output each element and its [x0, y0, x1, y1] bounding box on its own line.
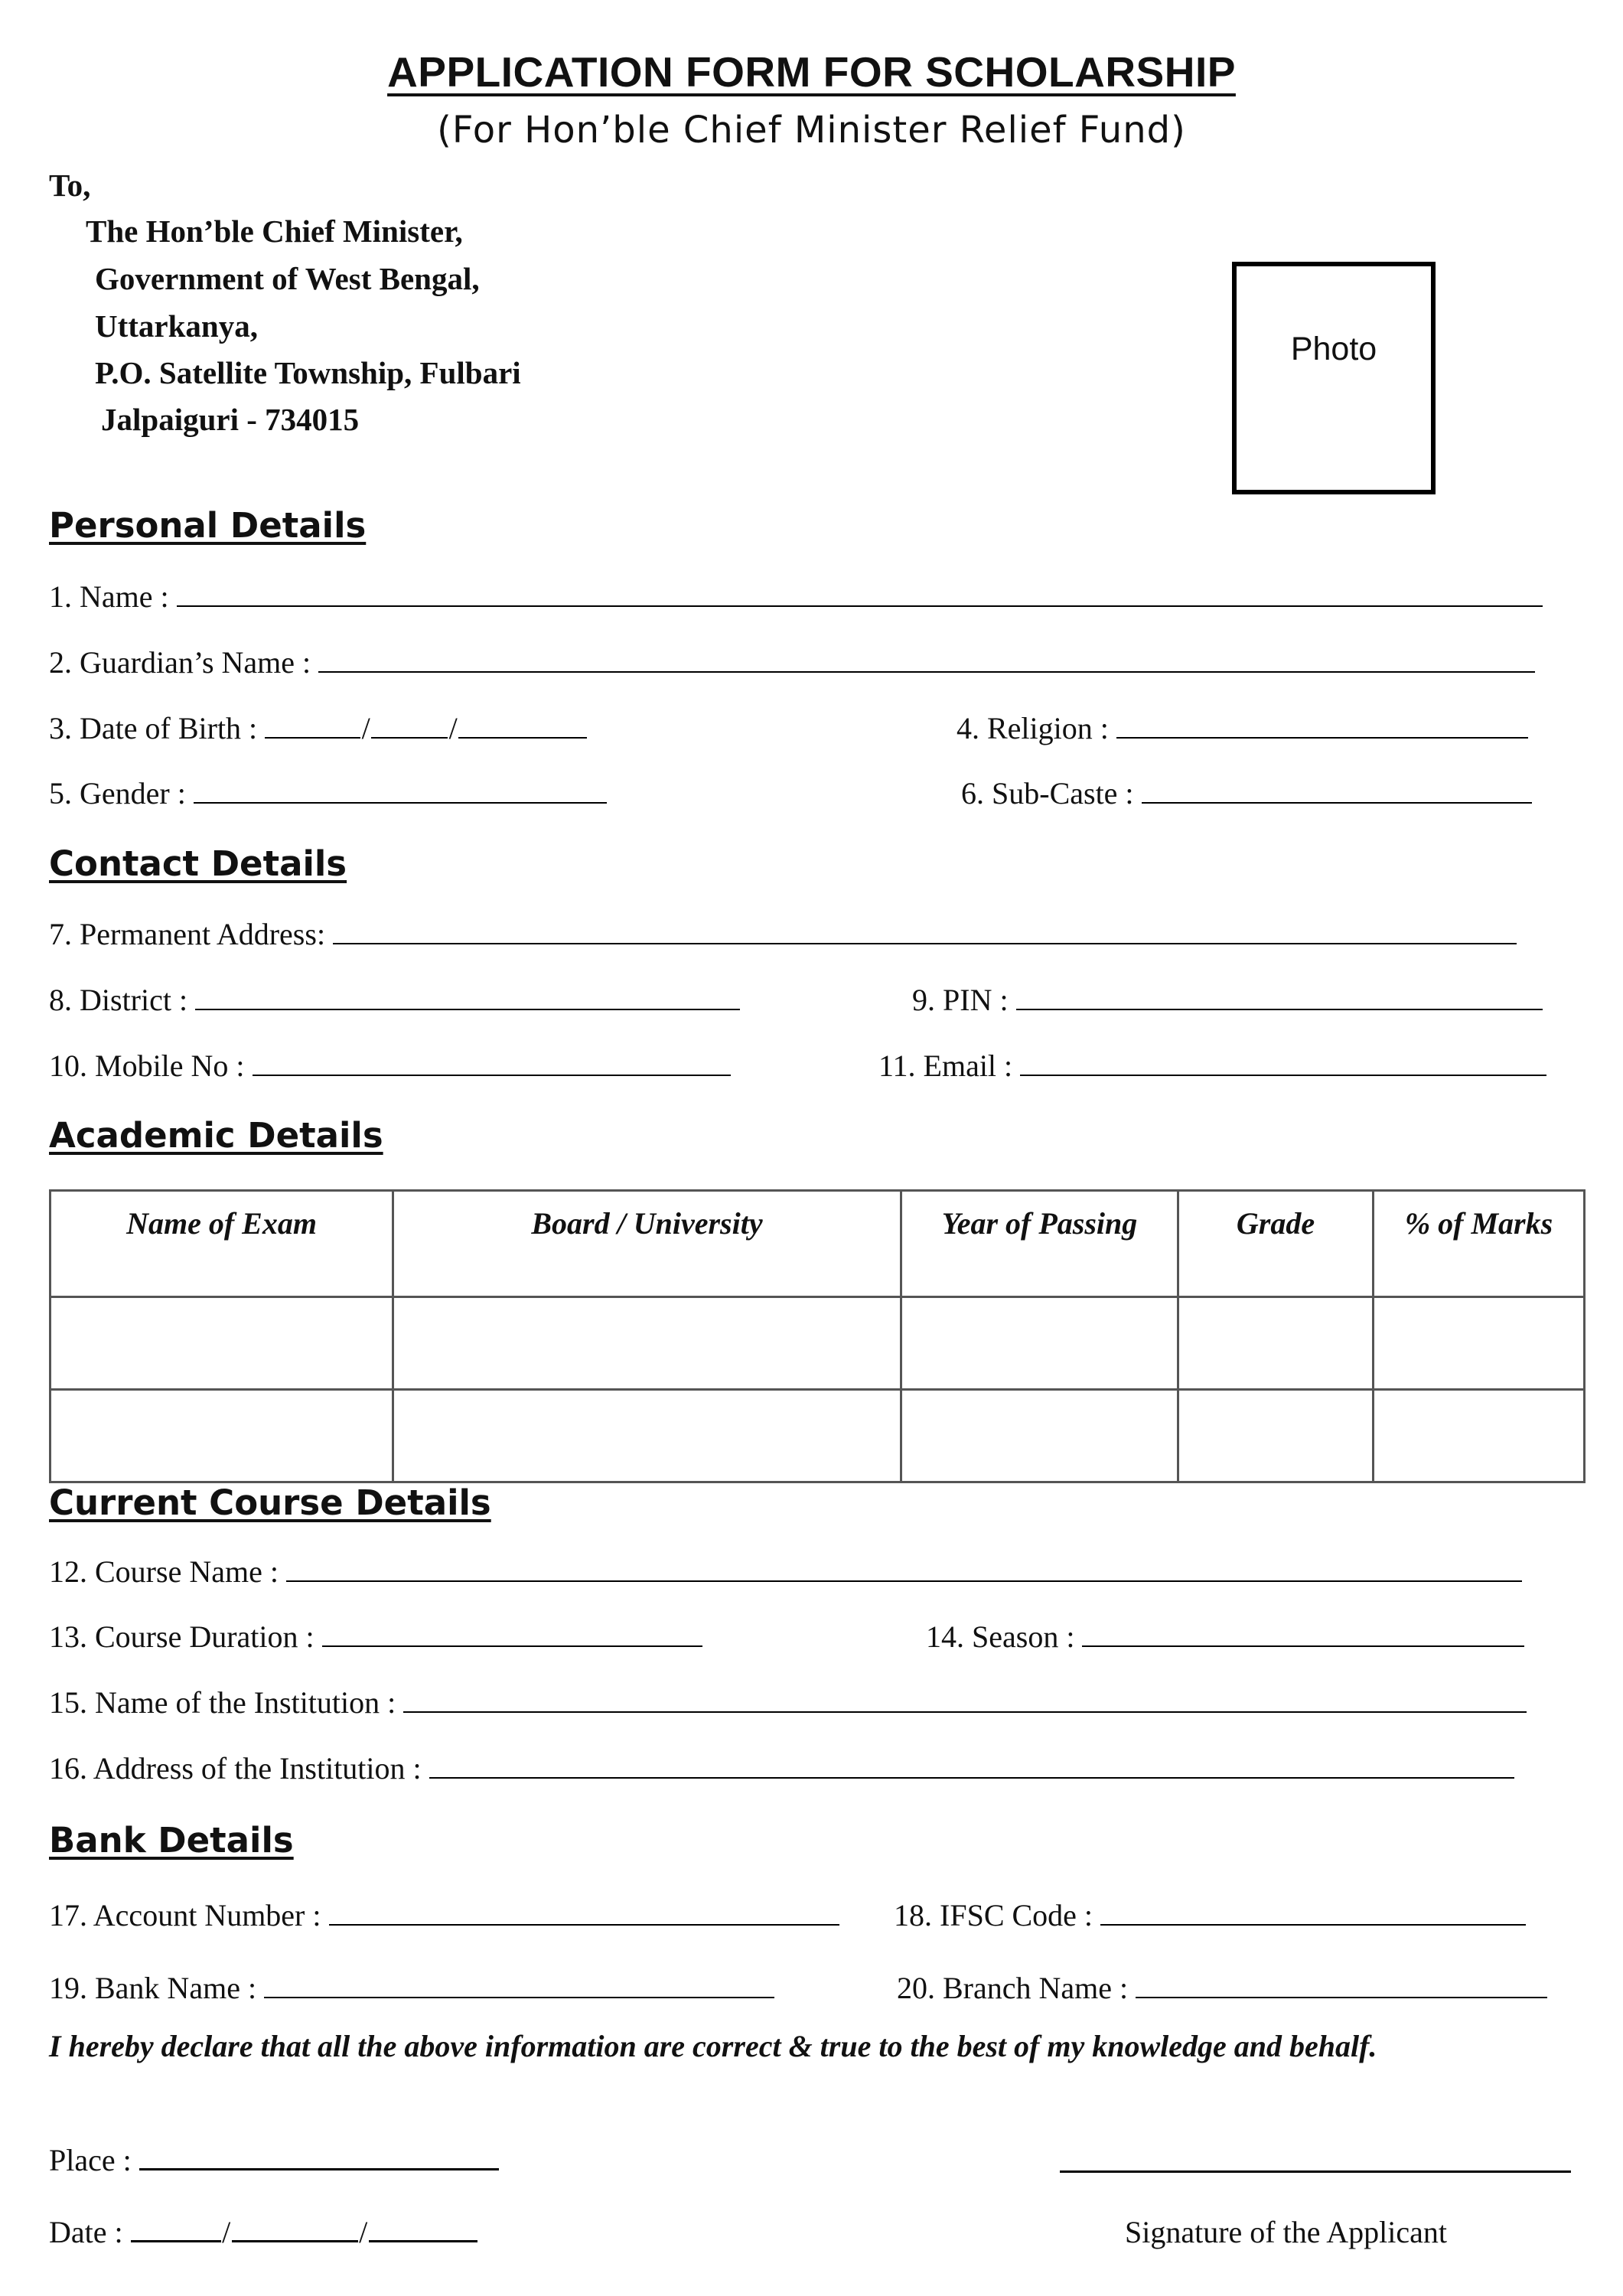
pin-field[interactable]	[912, 982, 1543, 1018]
subcaste-field[interactable]	[961, 775, 1532, 811]
table-cell[interactable]	[393, 1297, 901, 1390]
date-separator: /	[359, 2215, 368, 2249]
institution-address-field[interactable]	[49, 1750, 1514, 1786]
religion-field[interactable]	[957, 710, 1528, 746]
ifsc-blank[interactable]	[1100, 1901, 1526, 1926]
name-blank[interactable]	[177, 582, 1543, 607]
branch-name-field[interactable]	[897, 1970, 1547, 2006]
section-contact-details: Contact Details	[49, 843, 347, 884]
mobile-label: 10. Mobile No :	[49, 1049, 253, 1083]
table-header-row	[51, 1191, 1585, 1297]
institution-name-field[interactable]	[49, 1684, 1527, 1720]
col-header-percent-marks: % of Marks	[1374, 1191, 1585, 1297]
course-duration-label: 13. Course Duration :	[49, 1619, 322, 1654]
col-header-year-of-passing: Year of Passing	[901, 1191, 1178, 1297]
address-line-1: The Hon’ble Chief Minister,	[86, 214, 463, 249]
place-field[interactable]	[49, 2142, 499, 2178]
gender-blank[interactable]	[194, 779, 607, 804]
pin-label: 9. PIN :	[912, 983, 1016, 1017]
table-row	[51, 1390, 1585, 1482]
account-number-label: 17. Account Number :	[49, 1898, 329, 1932]
guardian-name-label: 2. Guardian’s Name :	[49, 645, 319, 680]
signature-line[interactable]	[1060, 2169, 1571, 2173]
date-separator: /	[222, 2215, 231, 2249]
table-cell[interactable]	[1374, 1297, 1585, 1390]
bank-name-field[interactable]	[49, 1970, 774, 2006]
institution-name-blank[interactable]	[403, 1688, 1527, 1713]
photo-box[interactable]	[1232, 262, 1436, 494]
section-bank-details: Bank Details	[49, 1820, 294, 1861]
name-label: 1. Name :	[49, 579, 177, 614]
place-blank[interactable]	[139, 2145, 499, 2170]
date-month-blank[interactable]	[232, 2217, 358, 2242]
dob-separator: /	[361, 711, 370, 745]
section-personal-details: Personal Details	[49, 505, 367, 546]
table-cell[interactable]	[1374, 1390, 1585, 1482]
address-line-5: Jalpaiguri - 734015	[101, 402, 360, 437]
bank-name-label: 19. Bank Name :	[49, 1971, 265, 2005]
institution-address-blank[interactable]	[429, 1754, 1514, 1779]
institution-name-label: 15. Name of the Institution :	[49, 1685, 404, 1720]
permanent-address-blank[interactable]	[333, 920, 1517, 944]
col-header-board-university: Board / University	[393, 1191, 901, 1297]
gender-label: 5. Gender :	[49, 776, 194, 810]
email-blank[interactable]	[1020, 1052, 1546, 1076]
bank-name-blank[interactable]	[264, 1974, 774, 1998]
email-field[interactable]	[878, 1048, 1546, 1084]
course-name-label: 12. Course Name :	[49, 1554, 286, 1589]
mobile-blank[interactable]	[253, 1052, 731, 1076]
guardian-name-field[interactable]	[49, 644, 1535, 680]
subcaste-blank[interactable]	[1142, 779, 1532, 804]
table-cell[interactable]	[393, 1390, 901, 1482]
col-header-grade: Grade	[1178, 1191, 1374, 1297]
pin-blank[interactable]	[1016, 986, 1543, 1010]
form-title: APPLICATION FORM FOR SCHOLARSHIP	[387, 48, 1236, 96]
signature-label: Signature of the Applicant	[1125, 2215, 1448, 2249]
season-label: 14. Season :	[926, 1619, 1083, 1654]
table-cell[interactable]	[901, 1297, 1178, 1390]
mobile-field[interactable]	[49, 1048, 731, 1084]
branch-name-label: 20. Branch Name :	[897, 1971, 1136, 2005]
dob-year-blank[interactable]	[458, 714, 587, 739]
subcaste-label: 6. Sub-Caste :	[961, 776, 1142, 810]
email-label: 11. Email :	[878, 1049, 1021, 1083]
dob-month-blank[interactable]	[371, 714, 448, 739]
address-to: To,	[49, 168, 91, 203]
district-label: 8. District :	[49, 983, 196, 1017]
dob-separator: /	[448, 711, 458, 745]
district-blank[interactable]	[195, 986, 740, 1010]
address-line-3: Uttarkanya,	[95, 308, 258, 344]
permanent-address-label: 7. Permanent Address:	[49, 917, 334, 951]
course-name-field[interactable]	[49, 1554, 1522, 1590]
place-label: Place :	[49, 2143, 139, 2177]
dob-day-blank[interactable]	[265, 714, 360, 739]
branch-name-blank[interactable]	[1136, 1974, 1547, 1998]
dob-field[interactable]	[49, 710, 587, 746]
section-current-course-details: Current Course Details	[49, 1482, 491, 1523]
academic-table	[49, 1189, 1586, 1483]
course-name-blank[interactable]	[286, 1557, 1522, 1582]
religion-label: 4. Religion :	[957, 711, 1116, 745]
table-cell[interactable]	[1178, 1390, 1374, 1482]
col-header-name-of-exam: Name of Exam	[51, 1191, 393, 1297]
table-cell[interactable]	[1178, 1297, 1374, 1390]
name-field[interactable]	[49, 579, 1543, 615]
dob-label: 3. Date of Birth :	[49, 711, 266, 745]
declaration-text: I hereby declare that all the above information are correct & true to the best of my knowledge and behalf.	[49, 2029, 1377, 2063]
date-label: Date :	[49, 2215, 131, 2249]
gender-field[interactable]	[49, 775, 607, 811]
date-field[interactable]	[49, 2214, 477, 2250]
district-field[interactable]	[49, 982, 740, 1018]
account-number-field[interactable]	[49, 1897, 839, 1933]
table-cell[interactable]	[901, 1390, 1178, 1482]
table-row	[51, 1297, 1585, 1390]
section-academic-details: Academic Details	[49, 1115, 383, 1156]
address-line-4: P.O. Satellite Township, Fulbari	[95, 355, 521, 390]
institution-address-label: 16. Address of the Institution :	[49, 1751, 429, 1786]
address-line-2: Government of West Bengal,	[95, 261, 480, 296]
account-number-blank[interactable]	[329, 1901, 839, 1926]
season-blank[interactable]	[1082, 1623, 1524, 1647]
guardian-name-blank[interactable]	[318, 648, 1535, 673]
ifsc-label: 18. IFSC Code :	[894, 1898, 1101, 1932]
table-cell[interactable]	[51, 1297, 393, 1390]
table-cell[interactable]	[51, 1390, 393, 1482]
course-duration-field[interactable]	[49, 1619, 702, 1655]
season-field[interactable]	[926, 1619, 1524, 1655]
date-day-blank[interactable]	[131, 2217, 221, 2242]
form-subtitle: (For Hon’ble Chief Minister Relief Fund)	[437, 109, 1186, 152]
ifsc-field[interactable]	[894, 1897, 1526, 1933]
photo-label: Photo	[1290, 331, 1377, 367]
date-year-blank[interactable]	[369, 2217, 477, 2242]
religion-blank[interactable]	[1116, 714, 1528, 739]
course-duration-blank[interactable]	[322, 1623, 702, 1647]
permanent-address-field[interactable]	[49, 916, 1517, 952]
